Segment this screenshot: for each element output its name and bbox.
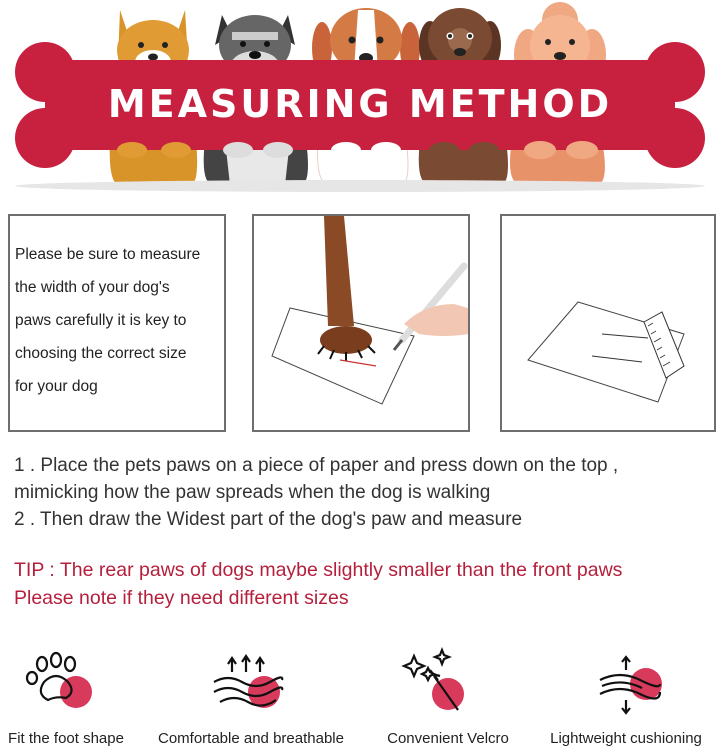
tip-line: TIP : The rear paws of dogs maybe slightly smaller than the front paws <box>14 559 623 581</box>
instructions-line: choosing the correct size <box>15 345 187 362</box>
feature-comfortable-breathable <box>158 640 344 748</box>
instructions-text <box>15 238 225 403</box>
paw-on-paper-illustration <box>254 216 468 430</box>
instructions-line: Please be sure to measure <box>15 246 201 263</box>
airflow-icon <box>158 640 338 730</box>
ruler-measure-panel <box>500 214 716 432</box>
feature-lightweight-cushioning <box>536 640 716 748</box>
feature-label: Convenient Velcro <box>387 730 509 747</box>
steps-text <box>14 452 714 533</box>
step-line: mimicking how the paw spreads when the dog is walking <box>14 482 491 503</box>
tip-line: Please note if they need different sizes <box>14 587 349 609</box>
magic-wand-icon <box>358 640 538 730</box>
paw-tracing-panel <box>252 214 470 432</box>
instructions-line: the width of your dog's <box>15 279 170 296</box>
paw-print-icon <box>0 640 156 730</box>
step-line: 2 . Then draw the Widest part of the dog's paw and measure <box>14 509 523 530</box>
feature-convenient-velcro <box>358 640 538 748</box>
instructions-line: for your dog <box>15 378 98 395</box>
instructions-line: paws carefully it is key to <box>15 312 187 329</box>
page-title: MEASURING METHOD <box>107 82 613 126</box>
instructions-panel <box>8 214 226 432</box>
feature-label: Fit the foot shape <box>8 730 124 747</box>
ruler-on-paper-illustration <box>502 216 714 430</box>
feature-fit-foot-shape <box>0 640 156 748</box>
tip-text <box>14 556 714 612</box>
feature-label: Lightweight cushioning <box>550 730 702 747</box>
feather-arrows-icon <box>536 640 716 730</box>
feature-label: Comfortable and breathable <box>158 730 344 747</box>
header-banner <box>0 0 720 200</box>
step-line: 1 . Place the pets paws on a piece of paper and press down on the top , <box>14 455 619 476</box>
